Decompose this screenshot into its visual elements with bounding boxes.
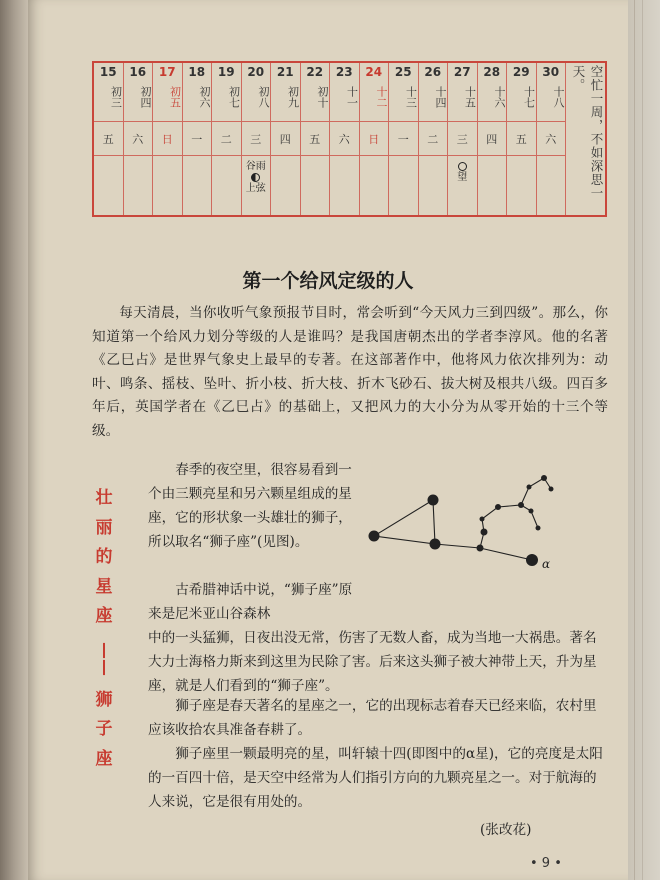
star-dot (481, 529, 488, 536)
lunar-date: 初四 (139, 86, 152, 108)
star-dot (495, 504, 501, 510)
lunar-date: 初六 (198, 86, 211, 108)
star-dot (529, 509, 534, 514)
day-number: 24 (365, 65, 383, 79)
day-number: 27 (453, 65, 471, 79)
star-dot (369, 531, 380, 542)
calendar-day (271, 63, 301, 215)
calendar-proverb: 空忙一周，不如深思一天。 (571, 65, 604, 200)
previous-page-edge (2, 0, 29, 880)
side-title-char: 座 (95, 606, 113, 626)
calendar-day (537, 63, 567, 215)
side-title-char: 丽 (95, 517, 113, 538)
article-title: 第一个给风定级的人 (242, 270, 414, 292)
page-number: • 9 • (530, 856, 562, 871)
solar-term-marker (242, 161, 271, 194)
page-stack-edge (628, 0, 660, 880)
lunar-date: 初八 (257, 86, 270, 108)
day-number: 19 (217, 65, 235, 79)
leo-paragraph-3: 狮子座是春天著名的星座之一，它的出现标志着春天已经来临，农村里应该收拾农具准备春耕了。 (148, 698, 597, 738)
calendar-divider (94, 155, 566, 156)
calendar-day (389, 63, 419, 215)
weekday: 五 (309, 133, 321, 146)
weekday: 三 (250, 133, 262, 146)
calendar-day (301, 63, 331, 215)
calendar-divider (94, 121, 566, 122)
leo-paragraph-1: 春季的夜空里，很容易看到一个由三颗亮星和另六颗星组成的星座，它的形状象一头雄壮的狮子，所以取名“狮子座”(见图)。 (148, 462, 352, 550)
day-number: 26 (424, 65, 442, 79)
day-number: 22 (306, 65, 324, 79)
calendar-day (419, 63, 449, 215)
day-number: 20 (247, 65, 265, 79)
weekday: 四 (486, 133, 498, 146)
calendar-day (124, 63, 154, 215)
weekday: 五 (515, 133, 527, 146)
star-dot (541, 475, 547, 481)
moon-phase-label: 望 (457, 172, 468, 183)
calendar-day (242, 63, 272, 215)
lunar-date: 初三 (109, 86, 123, 108)
weekday: 六 (338, 133, 350, 146)
leo-paragraph-2a: 古希腊神话中说，“狮子座”原来是尼米亚山谷森林 (148, 582, 353, 622)
side-title-char: 子 (95, 719, 113, 739)
day-number: 28 (483, 65, 501, 79)
day-number: 30 (542, 65, 560, 79)
calendar-day (330, 63, 360, 215)
side-title-char: 壮 (95, 488, 113, 508)
weekday: 二 (427, 133, 439, 146)
lunar-date: 十六 (493, 86, 506, 108)
star-dot (526, 554, 538, 566)
book-page (28, 0, 628, 880)
day-number: 21 (276, 65, 294, 79)
lunar-date: 初五 (168, 86, 182, 108)
day-number: 16 (129, 65, 147, 79)
calendar-day (94, 63, 124, 215)
solar-term: 谷雨 (245, 161, 266, 172)
side-title-char: 座 (95, 748, 113, 769)
day-number: 17 (158, 65, 176, 79)
author-credit: (张改花) (480, 822, 532, 838)
lunar-date: 十七 (522, 86, 536, 108)
day-number: 23 (335, 65, 353, 79)
weekday: 六 (545, 133, 557, 146)
weekday: 五 (102, 133, 114, 146)
leo-paragraph-2b: 中的一头猛狮，日夜出没无常，伤害了无数人畜，成为当地一大祸患。著名大力士海格力斯来到这里为民除了害。后来这头狮子被大神带上天，升为星座，就是人们看到的“狮子座”。 (148, 630, 597, 694)
full-moon-icon (458, 162, 467, 171)
weekday: 日 (368, 133, 380, 146)
day-number: 29 (512, 65, 530, 79)
calendar-day (507, 63, 537, 215)
lunar-date: 十五 (463, 86, 477, 108)
lunar-date: 初七 (227, 86, 241, 108)
lunar-date: 十八 (552, 86, 565, 108)
calendar-day (478, 63, 508, 215)
star-dot (480, 517, 485, 522)
lunar-date: 初十 (316, 86, 329, 108)
lunar-date: 初九 (286, 86, 300, 108)
side-title-char: 狮 (95, 689, 113, 710)
lunar-date: 十二 (375, 86, 388, 108)
weekday: 二 (220, 133, 232, 146)
side-title (90, 484, 118, 774)
calendar-day (183, 63, 213, 215)
weekday: 日 (161, 133, 173, 146)
weekday: 六 (132, 133, 144, 146)
weekday: 四 (279, 133, 291, 146)
calendar-day (212, 63, 242, 215)
star-dot (549, 487, 554, 492)
day-number: 15 (99, 65, 117, 79)
calendar-day (153, 63, 183, 215)
calendar-columns (94, 63, 566, 215)
star-dot (518, 502, 524, 508)
side-title-dash: —— (94, 641, 115, 676)
lunar-date: 十三 (404, 86, 418, 108)
day-number: 18 (188, 65, 206, 79)
full-moon-marker (448, 161, 477, 183)
leo-constellation-diagram (364, 458, 604, 588)
lunar-date: 十四 (434, 86, 447, 108)
star-dot (527, 485, 532, 490)
moon-phase-label: 上弦 (245, 183, 266, 194)
side-title-char: 星 (95, 576, 113, 597)
weekday: 一 (397, 133, 409, 146)
calendar-day (360, 63, 390, 215)
alpha-label: α (542, 557, 551, 571)
day-number: 25 (394, 65, 412, 79)
star-dot (536, 526, 541, 531)
star-dot (477, 545, 484, 552)
star-dot (428, 495, 439, 506)
weekday: 一 (191, 133, 203, 146)
lunar-date: 十一 (345, 86, 359, 108)
article-paragraph: 每天清晨，当你收听气象预报节目时，常会听到“今天风力三到四级”。那么，你知道第一个给风力划分等级的人是谁吗？是我国唐朝杰出的学者李淳风。他的名著《乙巳占》是世界气象史上最早的专著。在这部著作中，他将风力依次排列为：动叶、鸣条、摇枝、坠叶、折小枝、折大枝、折木飞砂石、拔大树及根共八级。四百多年后，英国学者在《乙巳占》的基础上，又把风力的大小分为从零开始的十三个等级。 (92, 305, 608, 439)
star-dot (430, 539, 441, 550)
first-quarter-moon-icon (251, 173, 260, 182)
leo-paragraph-4: 狮子座里一颗最明亮的星，叫轩辕十四(即图中的α星)，它的亮度是太阳的一百四十倍，是天空中经常为人们指引方向的九颗亮星之一。对于航海的人来说，它是很有用处的。 (148, 746, 603, 810)
side-title-char: 的 (95, 547, 113, 567)
calendar-day (448, 63, 478, 215)
weekday: 三 (456, 133, 468, 146)
calendar-strip (92, 61, 607, 217)
